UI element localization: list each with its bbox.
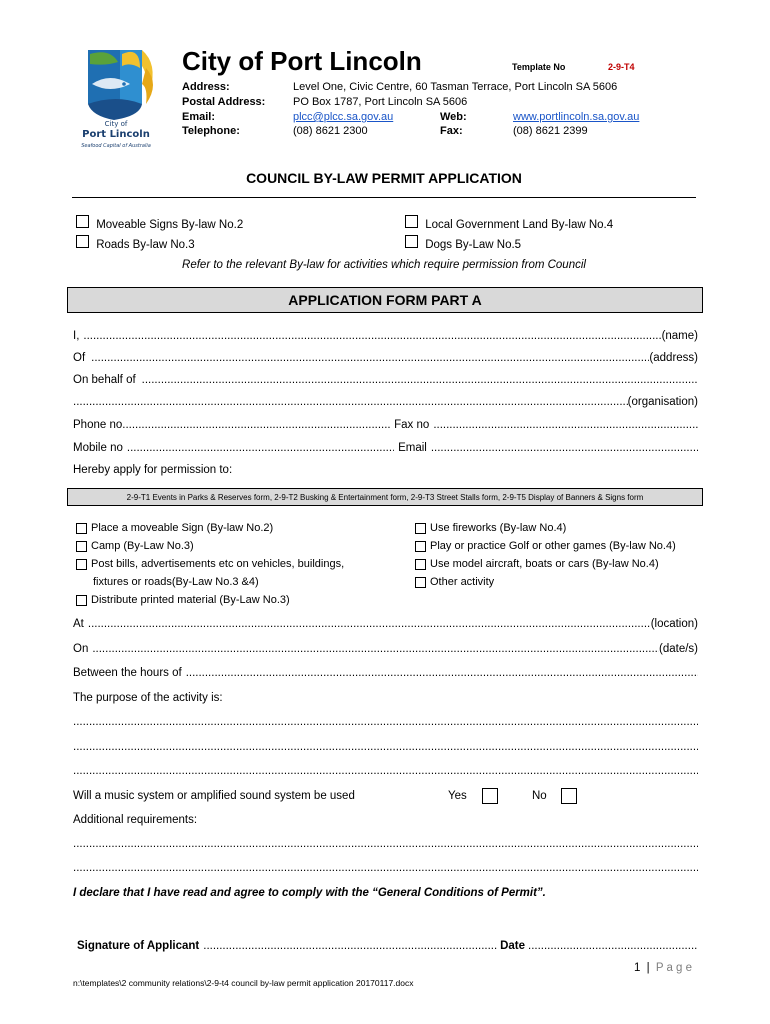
phone-prefix: Phone no. <box>73 419 126 431</box>
name-prefix: I, <box>73 330 80 342</box>
name-dots <box>83 330 661 342</box>
telephone-label: Telephone: <box>182 125 240 137</box>
additional-line-2[interactable] <box>73 862 698 874</box>
phone-fax-row <box>73 419 698 431</box>
organisation-suffix: (organisation) <box>627 396 698 408</box>
bylaw-label: Dogs By-Law No.5 <box>425 239 522 251</box>
organisation-field[interactable] <box>73 396 698 408</box>
activity-label: Use fireworks (By-law No.4) <box>430 522 567 534</box>
location-field[interactable] <box>73 618 698 630</box>
hours-prefix: Between the hours of <box>73 667 182 679</box>
activity-checkbox[interactable] <box>76 595 87 606</box>
hours-field[interactable] <box>73 667 698 679</box>
activity-checkbox[interactable] <box>76 541 87 552</box>
purpose-label: The purpose of the activity is: <box>73 692 223 704</box>
activity-label: Use model aircraft, boats or cars (By-law No.4) <box>430 558 659 570</box>
bylaw-option-roads <box>76 235 195 251</box>
purpose-dots <box>73 765 698 777</box>
name-field[interactable] <box>73 330 698 342</box>
fax-dots[interactable] <box>433 419 698 431</box>
form-title: COUNCIL BY-LAW PERMIT APPLICATION <box>246 170 522 186</box>
behalf-field[interactable] <box>73 374 698 386</box>
template-label: Template No <box>512 62 566 72</box>
activity-camp <box>76 540 194 552</box>
address-field[interactable] <box>73 352 698 364</box>
activity-checkbox[interactable] <box>76 559 87 570</box>
city-logo <box>80 44 160 152</box>
logo-main-text: Port Lincoln <box>82 129 150 140</box>
address-value: Level One, Civic Centre, 60 Tasman Terrace, Port Lincoln SA 5606 <box>293 81 618 93</box>
part-a-heading: APPLICATION FORM PART A <box>67 287 703 313</box>
activity-checkbox[interactable] <box>415 523 426 534</box>
web-label: Web: <box>440 111 467 123</box>
music-yes-label: Yes <box>448 790 467 802</box>
title-divider <box>72 197 696 198</box>
location-dots <box>88 618 651 630</box>
mobile-dots[interactable] <box>127 442 394 454</box>
bylaw-option-dogs <box>405 235 521 251</box>
city-title: City of Port Lincoln <box>182 46 422 76</box>
name-suffix: (name) <box>661 330 698 342</box>
activity-other <box>415 576 494 588</box>
music-yes-checkbox[interactable] <box>482 788 498 804</box>
activity-moveable-sign <box>76 522 273 534</box>
date-label: Date <box>500 940 525 952</box>
activity-checkbox[interactable] <box>415 559 426 570</box>
location-prefix: At <box>73 618 84 630</box>
declaration: I declare that I have read and agree to comply with the “General Conditions of Permit”. <box>73 887 546 899</box>
bylaw-checkbox[interactable] <box>405 215 418 228</box>
activity-distribute-material <box>76 594 290 606</box>
activity-checkbox[interactable] <box>76 523 87 534</box>
activity-label: Play or practice Golf or other games (By-law No.4) <box>430 540 676 552</box>
hereby-apply: Hereby apply for permission to: <box>73 464 233 476</box>
postal-label: Postal Address: <box>182 96 266 108</box>
telephone-value: (08) 8621 2300 <box>293 125 368 137</box>
fax-prefix: Fax no <box>394 419 430 431</box>
date-dots <box>92 643 659 655</box>
page-number-value: 1 <box>634 962 641 974</box>
location-suffix: (location) <box>650 618 698 630</box>
template-number: 2-9-T4 <box>608 62 635 72</box>
postal-value: PO Box 1787, Port Lincoln SA 5606 <box>293 96 468 108</box>
mobile-prefix: Mobile no <box>73 442 123 454</box>
bylaw-checkbox[interactable] <box>76 235 89 248</box>
activity-label: Other activity <box>430 576 495 588</box>
activity-checkbox[interactable] <box>415 541 426 552</box>
bylaw-label: Local Government Land By-law No.4 <box>425 219 614 231</box>
date-prefix: On <box>73 643 89 655</box>
activity-model-aircraft <box>415 558 659 570</box>
activity-label: Place a moveable Sign (By-law No.2) <box>91 522 274 534</box>
signature-label: Signature of Applicant <box>77 940 200 952</box>
activity-post-bills-cont <box>93 576 259 588</box>
web-link[interactable]: www.portlincoln.sa.gov.au <box>513 111 640 123</box>
mobile-email-row <box>73 442 698 454</box>
hours-dots <box>186 667 698 679</box>
date-suffix: (date/s) <box>659 643 698 655</box>
bylaw-checkbox[interactable] <box>76 215 89 228</box>
music-question: Will a music system or amplified sound system be used <box>73 790 355 802</box>
signature-date-dots[interactable] <box>528 940 698 952</box>
additional-line-1[interactable] <box>73 838 698 850</box>
behalf-dots <box>142 374 698 386</box>
purpose-line-3[interactable] <box>73 765 698 777</box>
purpose-line-2[interactable] <box>73 741 698 753</box>
purpose-dots <box>73 716 698 728</box>
additional-dots <box>73 862 698 874</box>
organisation-dots <box>73 396 628 408</box>
bylaw-option-moveable-signs <box>76 215 243 231</box>
bylaw-label: Roads By-law No.3 <box>96 239 195 251</box>
email-label: Email: <box>182 111 216 123</box>
activity-fireworks <box>415 522 566 534</box>
address-dots <box>91 352 649 364</box>
fax-value: (08) 8621 2399 <box>513 125 588 137</box>
page-separator: | <box>646 962 650 974</box>
behalf-prefix: On behalf of <box>73 374 136 386</box>
bylaw-option-local-gov-land <box>405 215 613 231</box>
phone-dots[interactable] <box>125 419 390 431</box>
address-prefix: Of <box>73 352 86 364</box>
additional-requirements-label: Additional requirements: <box>73 814 198 826</box>
email-prefix: Email <box>398 442 427 454</box>
activity-label: Distribute printed material (By-Law No.3) <box>91 594 290 606</box>
activity-label: Camp (By-Law No.3) <box>91 540 194 552</box>
logo-top-text: City of <box>104 120 128 128</box>
page-word: P a g e <box>655 962 693 974</box>
activity-checkbox[interactable] <box>415 577 426 588</box>
email-dots[interactable] <box>431 442 698 454</box>
address-label: Address: <box>182 81 230 93</box>
signature-dots[interactable] <box>203 940 497 952</box>
bylaw-note: Refer to the relevant By-law for activities which require permission from Council <box>182 259 586 271</box>
date-field[interactable] <box>73 643 698 655</box>
bylaw-label: Moveable Signs By-law No.2 <box>96 219 244 231</box>
bylaw-checkbox[interactable] <box>405 235 418 248</box>
activity-label: fixtures or roads(By-Law No.3 &4) <box>93 576 259 588</box>
additional-dots <box>73 838 698 850</box>
activity-post-bills <box>76 558 344 570</box>
signature-row <box>77 940 698 952</box>
purpose-dots <box>73 741 698 753</box>
purpose-line-1[interactable] <box>73 716 698 728</box>
logo-tagline: Seafood Capital of Australia <box>81 143 151 149</box>
file-path-footer: n:\templates\2 community relations\2-9-t4 council by-law permit application 20170117.docx <box>73 978 414 988</box>
activity-label: Post bills, advertisements etc on vehicles, buildings, <box>91 558 345 570</box>
email-link[interactable]: plcc@plcc.sa.gov.au <box>293 111 394 123</box>
address-suffix: (address) <box>649 352 698 364</box>
music-no-label: No <box>532 790 547 802</box>
page-number <box>634 962 692 974</box>
music-no-checkbox[interactable] <box>561 788 577 804</box>
related-forms-bar: 2-9-T1 Events in Parks & Reserves form, 2-9-T2 Busking & Entertainment form, 2-9-T3 Street Stalls form, 2-9-T5 Display of Banners & Signs form <box>67 488 703 506</box>
fax-label: Fax: <box>440 125 463 137</box>
activity-golf-games <box>415 540 676 552</box>
